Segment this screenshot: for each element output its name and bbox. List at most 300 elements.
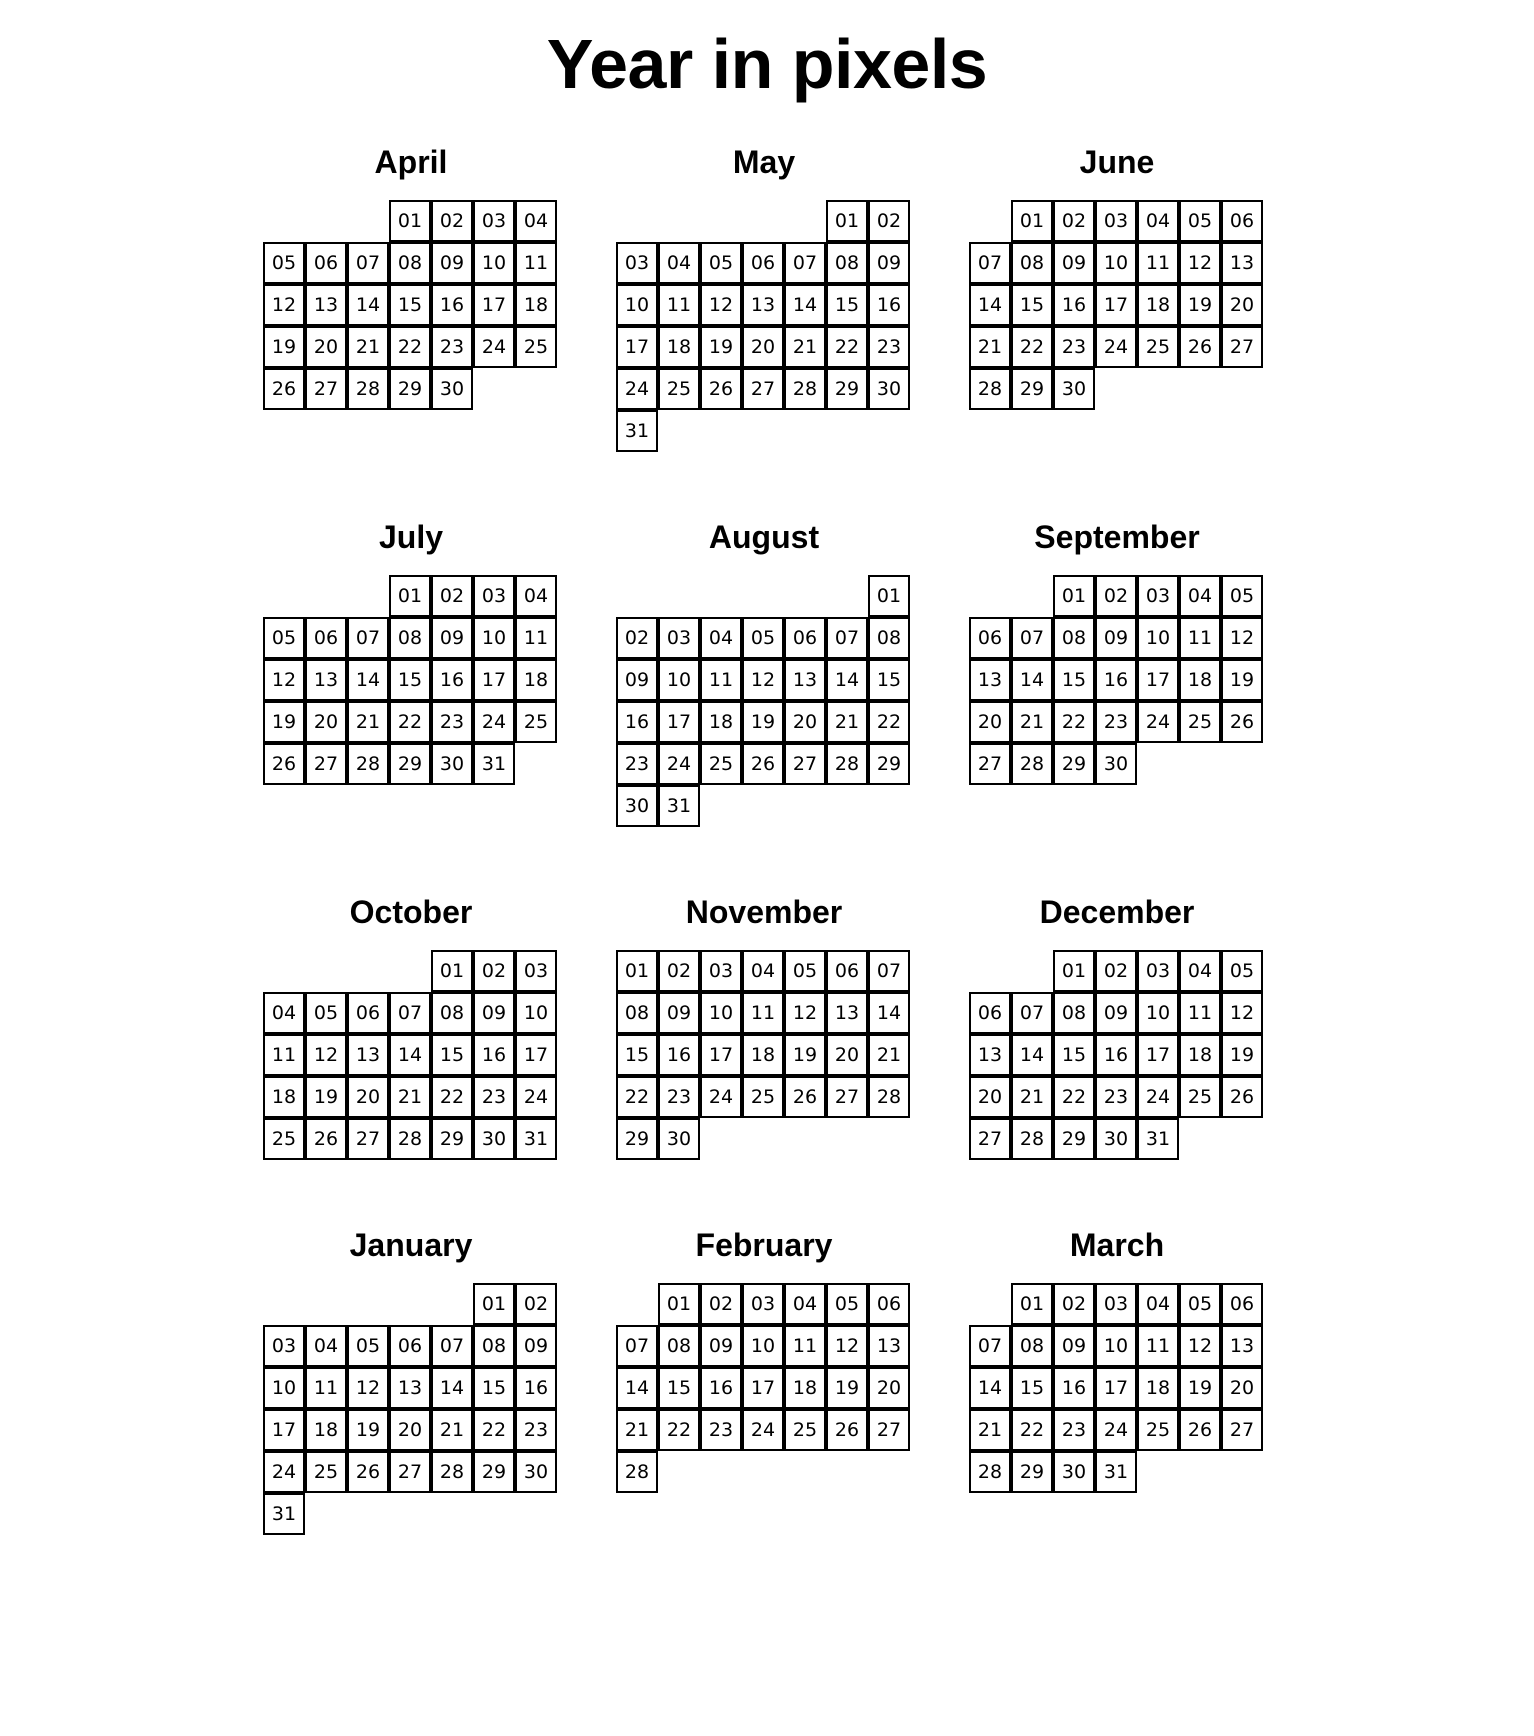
day-cell[interactable]: 13: [347, 1034, 389, 1076]
day-cell[interactable]: 10: [263, 1367, 305, 1409]
day-cell[interactable]: 02: [1053, 1283, 1095, 1325]
day-cell[interactable]: 03: [1095, 1283, 1137, 1325]
day-cell[interactable]: 10: [473, 617, 515, 659]
day-cell[interactable]: 17: [263, 1409, 305, 1451]
day-cell[interactable]: 07: [347, 617, 389, 659]
day-cell[interactable]: 19: [1221, 1034, 1263, 1076]
day-cell[interactable]: 17: [1137, 659, 1179, 701]
day-cell[interactable]: 10: [1095, 242, 1137, 284]
day-cell[interactable]: 04: [1179, 950, 1221, 992]
day-cell[interactable]: 23: [473, 1076, 515, 1118]
day-cell[interactable]: 21: [1011, 701, 1053, 743]
day-cell[interactable]: 23: [1095, 701, 1137, 743]
day-cell[interactable]: 05: [263, 242, 305, 284]
day-cell[interactable]: 12: [263, 659, 305, 701]
day-cell[interactable]: 28: [784, 368, 826, 410]
day-cell[interactable]: 11: [1179, 992, 1221, 1034]
day-cell[interactable]: 27: [305, 743, 347, 785]
day-cell[interactable]: 06: [826, 950, 868, 992]
day-cell[interactable]: 28: [1011, 743, 1053, 785]
day-cell[interactable]: 16: [473, 1034, 515, 1076]
day-cell[interactable]: 06: [1221, 1283, 1263, 1325]
day-cell[interactable]: 23: [658, 1076, 700, 1118]
day-cell[interactable]: 25: [700, 743, 742, 785]
day-cell[interactable]: 15: [868, 659, 910, 701]
day-cell[interactable]: 07: [389, 992, 431, 1034]
day-cell[interactable]: 20: [1221, 1367, 1263, 1409]
day-cell[interactable]: 05: [1179, 1283, 1221, 1325]
day-cell[interactable]: 09: [658, 992, 700, 1034]
day-cell[interactable]: 26: [347, 1451, 389, 1493]
day-cell[interactable]: 15: [473, 1367, 515, 1409]
day-cell[interactable]: 07: [969, 242, 1011, 284]
day-cell[interactable]: 19: [263, 701, 305, 743]
day-cell[interactable]: 26: [263, 368, 305, 410]
day-cell[interactable]: 23: [868, 326, 910, 368]
day-cell[interactable]: 22: [1011, 1409, 1053, 1451]
day-cell[interactable]: 18: [305, 1409, 347, 1451]
day-cell[interactable]: 22: [826, 326, 868, 368]
day-cell[interactable]: 15: [1053, 659, 1095, 701]
day-cell[interactable]: 07: [431, 1325, 473, 1367]
day-cell[interactable]: 29: [1053, 1118, 1095, 1160]
day-cell[interactable]: 11: [700, 659, 742, 701]
day-cell[interactable]: 03: [658, 617, 700, 659]
day-cell[interactable]: 29: [1053, 743, 1095, 785]
day-cell[interactable]: 20: [969, 1076, 1011, 1118]
day-cell[interactable]: 07: [616, 1325, 658, 1367]
day-cell[interactable]: 17: [658, 701, 700, 743]
day-cell[interactable]: 30: [1095, 1118, 1137, 1160]
day-cell[interactable]: 25: [742, 1076, 784, 1118]
day-cell[interactable]: 08: [616, 992, 658, 1034]
day-cell[interactable]: 04: [700, 617, 742, 659]
day-cell[interactable]: 19: [1179, 284, 1221, 326]
day-cell[interactable]: 27: [1221, 1409, 1263, 1451]
day-cell[interactable]: 09: [1053, 242, 1095, 284]
day-cell[interactable]: 17: [700, 1034, 742, 1076]
day-cell[interactable]: 27: [969, 743, 1011, 785]
day-cell[interactable]: 29: [1011, 368, 1053, 410]
day-cell[interactable]: 17: [616, 326, 658, 368]
day-cell[interactable]: 29: [389, 743, 431, 785]
day-cell[interactable]: 14: [347, 659, 389, 701]
day-cell[interactable]: 14: [969, 1367, 1011, 1409]
day-cell[interactable]: 07: [826, 617, 868, 659]
day-cell[interactable]: 11: [1179, 617, 1221, 659]
day-cell[interactable]: 21: [347, 701, 389, 743]
day-cell[interactable]: 18: [1179, 1034, 1221, 1076]
day-cell[interactable]: 21: [1011, 1076, 1053, 1118]
day-cell[interactable]: 11: [305, 1367, 347, 1409]
day-cell[interactable]: 03: [473, 200, 515, 242]
day-cell[interactable]: 24: [658, 743, 700, 785]
day-cell[interactable]: 20: [305, 326, 347, 368]
day-cell[interactable]: 30: [1053, 368, 1095, 410]
day-cell[interactable]: 04: [1137, 200, 1179, 242]
day-cell[interactable]: 14: [431, 1367, 473, 1409]
day-cell[interactable]: 16: [616, 701, 658, 743]
day-cell[interactable]: 17: [742, 1367, 784, 1409]
day-cell[interactable]: 12: [742, 659, 784, 701]
day-cell[interactable]: 02: [515, 1283, 557, 1325]
day-cell[interactable]: 03: [263, 1325, 305, 1367]
day-cell[interactable]: 21: [784, 326, 826, 368]
day-cell[interactable]: 23: [431, 326, 473, 368]
day-cell[interactable]: 20: [305, 701, 347, 743]
day-cell[interactable]: 19: [784, 1034, 826, 1076]
day-cell[interactable]: 21: [431, 1409, 473, 1451]
day-cell[interactable]: 08: [389, 242, 431, 284]
day-cell[interactable]: 10: [515, 992, 557, 1034]
day-cell[interactable]: 11: [742, 992, 784, 1034]
day-cell[interactable]: 26: [1179, 326, 1221, 368]
day-cell[interactable]: 15: [389, 284, 431, 326]
day-cell[interactable]: 11: [263, 1034, 305, 1076]
day-cell[interactable]: 29: [1011, 1451, 1053, 1493]
day-cell[interactable]: 03: [1095, 200, 1137, 242]
day-cell[interactable]: 29: [473, 1451, 515, 1493]
day-cell[interactable]: 31: [616, 410, 658, 452]
day-cell[interactable]: 06: [742, 242, 784, 284]
day-cell[interactable]: 03: [473, 575, 515, 617]
day-cell[interactable]: 25: [784, 1409, 826, 1451]
day-cell[interactable]: 22: [431, 1076, 473, 1118]
day-cell[interactable]: 26: [784, 1076, 826, 1118]
day-cell[interactable]: 16: [1053, 284, 1095, 326]
day-cell[interactable]: 29: [431, 1118, 473, 1160]
day-cell[interactable]: 17: [473, 284, 515, 326]
day-cell[interactable]: 16: [700, 1367, 742, 1409]
day-cell[interactable]: 04: [515, 200, 557, 242]
day-cell[interactable]: 16: [658, 1034, 700, 1076]
day-cell[interactable]: 28: [1011, 1118, 1053, 1160]
day-cell[interactable]: 23: [1095, 1076, 1137, 1118]
day-cell[interactable]: 28: [826, 743, 868, 785]
day-cell[interactable]: 02: [431, 200, 473, 242]
day-cell[interactable]: 14: [969, 284, 1011, 326]
day-cell[interactable]: 03: [700, 950, 742, 992]
day-cell[interactable]: 26: [263, 743, 305, 785]
day-cell[interactable]: 27: [305, 368, 347, 410]
day-cell[interactable]: 11: [1137, 242, 1179, 284]
day-cell[interactable]: 03: [742, 1283, 784, 1325]
day-cell[interactable]: 29: [868, 743, 910, 785]
day-cell[interactable]: 26: [305, 1118, 347, 1160]
day-cell[interactable]: 05: [1179, 200, 1221, 242]
day-cell[interactable]: 28: [389, 1118, 431, 1160]
day-cell[interactable]: 23: [515, 1409, 557, 1451]
day-cell[interactable]: 13: [742, 284, 784, 326]
day-cell[interactable]: 22: [1053, 1076, 1095, 1118]
day-cell[interactable]: 26: [1221, 701, 1263, 743]
day-cell[interactable]: 10: [616, 284, 658, 326]
day-cell[interactable]: 10: [742, 1325, 784, 1367]
day-cell[interactable]: 04: [1137, 1283, 1179, 1325]
day-cell[interactable]: 22: [1053, 701, 1095, 743]
day-cell[interactable]: 29: [826, 368, 868, 410]
day-cell[interactable]: 09: [431, 242, 473, 284]
day-cell[interactable]: 04: [263, 992, 305, 1034]
day-cell[interactable]: 15: [1011, 1367, 1053, 1409]
day-cell[interactable]: 06: [969, 617, 1011, 659]
day-cell[interactable]: 09: [616, 659, 658, 701]
day-cell[interactable]: 12: [263, 284, 305, 326]
day-cell[interactable]: 18: [742, 1034, 784, 1076]
day-cell[interactable]: 03: [515, 950, 557, 992]
day-cell[interactable]: 29: [616, 1118, 658, 1160]
day-cell[interactable]: 04: [658, 242, 700, 284]
day-cell[interactable]: 15: [1011, 284, 1053, 326]
day-cell[interactable]: 25: [305, 1451, 347, 1493]
day-cell[interactable]: 26: [1179, 1409, 1221, 1451]
day-cell[interactable]: 25: [1137, 326, 1179, 368]
day-cell[interactable]: 01: [389, 200, 431, 242]
day-cell[interactable]: 27: [784, 743, 826, 785]
day-cell[interactable]: 02: [473, 950, 515, 992]
day-cell[interactable]: 28: [347, 368, 389, 410]
day-cell[interactable]: 21: [969, 326, 1011, 368]
day-cell[interactable]: 20: [969, 701, 1011, 743]
day-cell[interactable]: 16: [431, 284, 473, 326]
day-cell[interactable]: 07: [784, 242, 826, 284]
day-cell[interactable]: 24: [1095, 1409, 1137, 1451]
day-cell[interactable]: 15: [431, 1034, 473, 1076]
day-cell[interactable]: 14: [868, 992, 910, 1034]
day-cell[interactable]: 16: [1053, 1367, 1095, 1409]
day-cell[interactable]: 22: [658, 1409, 700, 1451]
day-cell[interactable]: 09: [515, 1325, 557, 1367]
day-cell[interactable]: 08: [826, 242, 868, 284]
day-cell[interactable]: 01: [658, 1283, 700, 1325]
day-cell[interactable]: 27: [826, 1076, 868, 1118]
day-cell[interactable]: 08: [868, 617, 910, 659]
day-cell[interactable]: 24: [1137, 701, 1179, 743]
day-cell[interactable]: 26: [1221, 1076, 1263, 1118]
day-cell[interactable]: 02: [868, 200, 910, 242]
day-cell[interactable]: 12: [700, 284, 742, 326]
day-cell[interactable]: 05: [742, 617, 784, 659]
day-cell[interactable]: 11: [515, 617, 557, 659]
day-cell[interactable]: 31: [658, 785, 700, 827]
day-cell[interactable]: 19: [347, 1409, 389, 1451]
day-cell[interactable]: 22: [616, 1076, 658, 1118]
day-cell[interactable]: 16: [1095, 659, 1137, 701]
day-cell[interactable]: 17: [515, 1034, 557, 1076]
day-cell[interactable]: 30: [431, 368, 473, 410]
day-cell[interactable]: 01: [1011, 1283, 1053, 1325]
day-cell[interactable]: 21: [826, 701, 868, 743]
day-cell[interactable]: 09: [868, 242, 910, 284]
day-cell[interactable]: 31: [515, 1118, 557, 1160]
day-cell[interactable]: 21: [969, 1409, 1011, 1451]
day-cell[interactable]: 11: [658, 284, 700, 326]
day-cell[interactable]: 24: [1137, 1076, 1179, 1118]
day-cell[interactable]: 10: [700, 992, 742, 1034]
day-cell[interactable]: 13: [784, 659, 826, 701]
day-cell[interactable]: 20: [347, 1076, 389, 1118]
day-cell[interactable]: 13: [305, 659, 347, 701]
day-cell[interactable]: 15: [658, 1367, 700, 1409]
day-cell[interactable]: 12: [784, 992, 826, 1034]
day-cell[interactable]: 30: [473, 1118, 515, 1160]
day-cell[interactable]: 09: [1095, 617, 1137, 659]
day-cell[interactable]: 01: [389, 575, 431, 617]
day-cell[interactable]: 15: [826, 284, 868, 326]
day-cell[interactable]: 03: [1137, 575, 1179, 617]
day-cell[interactable]: 08: [658, 1325, 700, 1367]
day-cell[interactable]: 01: [431, 950, 473, 992]
day-cell[interactable]: 01: [1011, 200, 1053, 242]
day-cell[interactable]: 15: [1053, 1034, 1095, 1076]
day-cell[interactable]: 06: [347, 992, 389, 1034]
day-cell[interactable]: 24: [742, 1409, 784, 1451]
day-cell[interactable]: 30: [515, 1451, 557, 1493]
day-cell[interactable]: 11: [515, 242, 557, 284]
day-cell[interactable]: 18: [263, 1076, 305, 1118]
day-cell[interactable]: 01: [1053, 950, 1095, 992]
day-cell[interactable]: 10: [1137, 992, 1179, 1034]
day-cell[interactable]: 28: [969, 1451, 1011, 1493]
day-cell[interactable]: 02: [700, 1283, 742, 1325]
day-cell[interactable]: 07: [347, 242, 389, 284]
day-cell[interactable]: 20: [784, 701, 826, 743]
day-cell[interactable]: 18: [1179, 659, 1221, 701]
day-cell[interactable]: 03: [616, 242, 658, 284]
day-cell[interactable]: 13: [389, 1367, 431, 1409]
day-cell[interactable]: 23: [431, 701, 473, 743]
day-cell[interactable]: 17: [1095, 1367, 1137, 1409]
day-cell[interactable]: 06: [305, 242, 347, 284]
day-cell[interactable]: 01: [473, 1283, 515, 1325]
day-cell[interactable]: 11: [1137, 1325, 1179, 1367]
day-cell[interactable]: 05: [784, 950, 826, 992]
day-cell[interactable]: 04: [515, 575, 557, 617]
day-cell[interactable]: 19: [826, 1367, 868, 1409]
day-cell[interactable]: 27: [868, 1409, 910, 1451]
day-cell[interactable]: 28: [431, 1451, 473, 1493]
day-cell[interactable]: 06: [389, 1325, 431, 1367]
day-cell[interactable]: 18: [515, 284, 557, 326]
day-cell[interactable]: 30: [658, 1118, 700, 1160]
day-cell[interactable]: 05: [263, 617, 305, 659]
day-cell[interactable]: 22: [868, 701, 910, 743]
day-cell[interactable]: 04: [305, 1325, 347, 1367]
day-cell[interactable]: 06: [784, 617, 826, 659]
day-cell[interactable]: 14: [826, 659, 868, 701]
day-cell[interactable]: 01: [616, 950, 658, 992]
day-cell[interactable]: 12: [1221, 992, 1263, 1034]
day-cell[interactable]: 04: [1179, 575, 1221, 617]
day-cell[interactable]: 16: [515, 1367, 557, 1409]
day-cell[interactable]: 02: [431, 575, 473, 617]
day-cell[interactable]: 12: [1221, 617, 1263, 659]
day-cell[interactable]: 24: [700, 1076, 742, 1118]
day-cell[interactable]: 16: [868, 284, 910, 326]
day-cell[interactable]: 10: [1137, 617, 1179, 659]
day-cell[interactable]: 09: [1095, 992, 1137, 1034]
day-cell[interactable]: 21: [868, 1034, 910, 1076]
day-cell[interactable]: 11: [784, 1325, 826, 1367]
day-cell[interactable]: 31: [1137, 1118, 1179, 1160]
day-cell[interactable]: 31: [1095, 1451, 1137, 1493]
day-cell[interactable]: 24: [616, 368, 658, 410]
day-cell[interactable]: 09: [473, 992, 515, 1034]
day-cell[interactable]: 05: [347, 1325, 389, 1367]
day-cell[interactable]: 27: [347, 1118, 389, 1160]
day-cell[interactable]: 08: [389, 617, 431, 659]
day-cell[interactable]: 24: [1095, 326, 1137, 368]
day-cell[interactable]: 14: [616, 1367, 658, 1409]
day-cell[interactable]: 18: [515, 659, 557, 701]
day-cell[interactable]: 08: [431, 992, 473, 1034]
day-cell[interactable]: 07: [969, 1325, 1011, 1367]
day-cell[interactable]: 26: [742, 743, 784, 785]
day-cell[interactable]: 23: [616, 743, 658, 785]
day-cell[interactable]: 30: [616, 785, 658, 827]
day-cell[interactable]: 13: [1221, 1325, 1263, 1367]
day-cell[interactable]: 06: [305, 617, 347, 659]
day-cell[interactable]: 24: [515, 1076, 557, 1118]
day-cell[interactable]: 19: [263, 326, 305, 368]
day-cell[interactable]: 22: [473, 1409, 515, 1451]
day-cell[interactable]: 22: [389, 326, 431, 368]
day-cell[interactable]: 30: [868, 368, 910, 410]
day-cell[interactable]: 09: [700, 1325, 742, 1367]
day-cell[interactable]: 14: [389, 1034, 431, 1076]
day-cell[interactable]: 20: [826, 1034, 868, 1076]
day-cell[interactable]: 18: [1137, 1367, 1179, 1409]
day-cell[interactable]: 12: [347, 1367, 389, 1409]
day-cell[interactable]: 21: [616, 1409, 658, 1451]
day-cell[interactable]: 14: [347, 284, 389, 326]
day-cell[interactable]: 21: [389, 1076, 431, 1118]
day-cell[interactable]: 25: [1179, 701, 1221, 743]
day-cell[interactable]: 18: [1137, 284, 1179, 326]
day-cell[interactable]: 15: [616, 1034, 658, 1076]
day-cell[interactable]: 20: [1221, 284, 1263, 326]
day-cell[interactable]: 25: [1137, 1409, 1179, 1451]
day-cell[interactable]: 13: [305, 284, 347, 326]
day-cell[interactable]: 14: [784, 284, 826, 326]
day-cell[interactable]: 05: [826, 1283, 868, 1325]
day-cell[interactable]: 31: [263, 1493, 305, 1535]
day-cell[interactable]: 02: [1095, 950, 1137, 992]
day-cell[interactable]: 12: [1179, 242, 1221, 284]
day-cell[interactable]: 02: [658, 950, 700, 992]
day-cell[interactable]: 24: [263, 1451, 305, 1493]
day-cell[interactable]: 16: [1095, 1034, 1137, 1076]
day-cell[interactable]: 13: [868, 1325, 910, 1367]
day-cell[interactable]: 30: [431, 743, 473, 785]
day-cell[interactable]: 23: [1053, 1409, 1095, 1451]
day-cell[interactable]: 15: [389, 659, 431, 701]
day-cell[interactable]: 09: [431, 617, 473, 659]
day-cell[interactable]: 08: [1011, 242, 1053, 284]
day-cell[interactable]: 27: [742, 368, 784, 410]
day-cell[interactable]: 19: [1221, 659, 1263, 701]
day-cell[interactable]: 28: [868, 1076, 910, 1118]
day-cell[interactable]: 02: [1053, 200, 1095, 242]
day-cell[interactable]: 13: [969, 1034, 1011, 1076]
day-cell[interactable]: 28: [969, 368, 1011, 410]
day-cell[interactable]: 02: [616, 617, 658, 659]
day-cell[interactable]: 09: [1053, 1325, 1095, 1367]
day-cell[interactable]: 29: [389, 368, 431, 410]
day-cell[interactable]: 05: [1221, 950, 1263, 992]
day-cell[interactable]: 17: [1137, 1034, 1179, 1076]
day-cell[interactable]: 28: [616, 1451, 658, 1493]
